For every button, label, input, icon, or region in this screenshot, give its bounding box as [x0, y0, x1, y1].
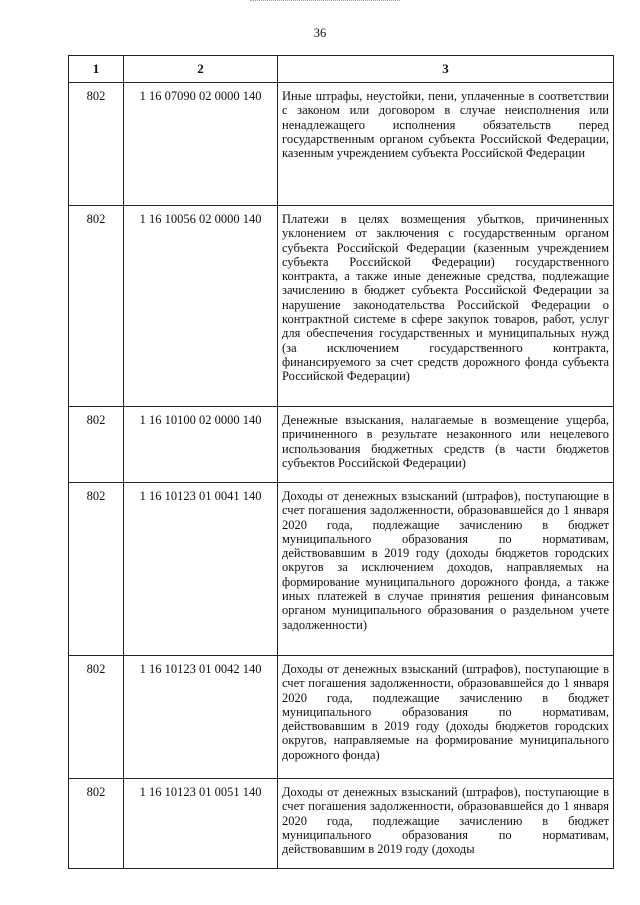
table-header-row — [69, 56, 614, 83]
admin-code-cell: 802 — [69, 483, 124, 656]
kbk-code-cell: 1 16 10123 01 0041 140 — [124, 483, 278, 656]
kbk-code-cell: 1 16 10123 01 0051 140 — [124, 779, 278, 869]
kbk-code-cell: 1 16 07090 02 0000 140 — [124, 83, 278, 206]
admin-code-cell: 802 — [69, 206, 124, 407]
column-header-1: 1 — [69, 56, 124, 83]
description-cell: Доходы от денежных взысканий (штрафов), поступающие в счет погашения задолженности, образовавшейся до 1 января 2020 года, подлежащие зачислению в бюджет муниципального образования по нормативам, действовавшим в 2019 году (доходы бюджетов городских округов, направляемые на формирование муниципального дорожного фонда) — [278, 656, 614, 779]
description-cell: Платежи в целях возмещения убытков, причиненных уклонением от заключения с государственным органом субъекта Российской Федерации (казенным учреждением субъекта Российской Федерации) государственного контракта, а также иные денежные средства, подлежащие зачислению в бюджет субъекта Российской Федерации за нарушение законодательства Российской Федерации о контрактной системе в сфере закупок товаров, работ, услуг для обеспечения государственных и муниципальных нужд (за исключением государственного контракта, финансируемого за счет средств дорожного фонда субъекта Российской Федерации) — [278, 206, 614, 407]
kbk-code-cell: 1 16 10100 02 0000 140 — [124, 407, 278, 483]
description-cell: Доходы от денежных взысканий (штрафов), поступающие в счет погашения задолженности, образовавшейся до 1 января 2020 года, подлежащие зачислению в бюджет муниципального образования по нормативам, действовавшим в 2019 году (доходы бюджетов городских округов за исключением доходов, направляемых на формирование муниципального дорожного фонда, а также иных платежей в случае принятия решения финансовым органом муниципального образования о раздельном учете задолженности) — [278, 483, 614, 656]
admin-code-cell: 802 — [69, 83, 124, 206]
column-header-2: 2 — [124, 56, 278, 83]
description-cell: Денежные взыскания, налагаемые в возмещение ущерба, причиненного в результате незаконного или нецелевого использования бюджетных средств (в части бюджетов субъектов Российской Федерации) — [278, 407, 614, 483]
page-number: 36 — [313, 26, 327, 40]
scan-artifact-line — [250, 0, 400, 3]
kbk-code-cell: 1 16 10056 02 0000 140 — [124, 206, 278, 407]
admin-code-cell: 802 — [69, 779, 124, 869]
admin-code-cell: 802 — [69, 407, 124, 483]
table-row — [69, 779, 614, 869]
description-cell: Иные штрафы, неустойки, пени, уплаченные в соответствии с законом или договором в случае неисполнения или ненадлежащего исполнения обязательств перед государственным органом субъекта Российской Федерации, казенным учреждением субъекта Российской Федерации — [278, 83, 614, 206]
description-cell: Доходы от денежных взысканий (штрафов), поступающие в счет погашения задолженности, образовавшейся до 1 января 2020 года, подлежащие зачислению в бюджет муниципального образования по нормативам, действовавшим в 2019 году (доходы — [278, 779, 614, 869]
column-header-3: 3 — [278, 56, 614, 83]
budget-codes-table — [68, 55, 614, 869]
table-row — [69, 483, 614, 656]
table-row — [69, 83, 614, 206]
table-row — [69, 656, 614, 779]
table-row — [69, 407, 614, 483]
kbk-code-cell: 1 16 10123 01 0042 140 — [124, 656, 278, 779]
table-row — [69, 206, 614, 407]
admin-code-cell: 802 — [69, 656, 124, 779]
